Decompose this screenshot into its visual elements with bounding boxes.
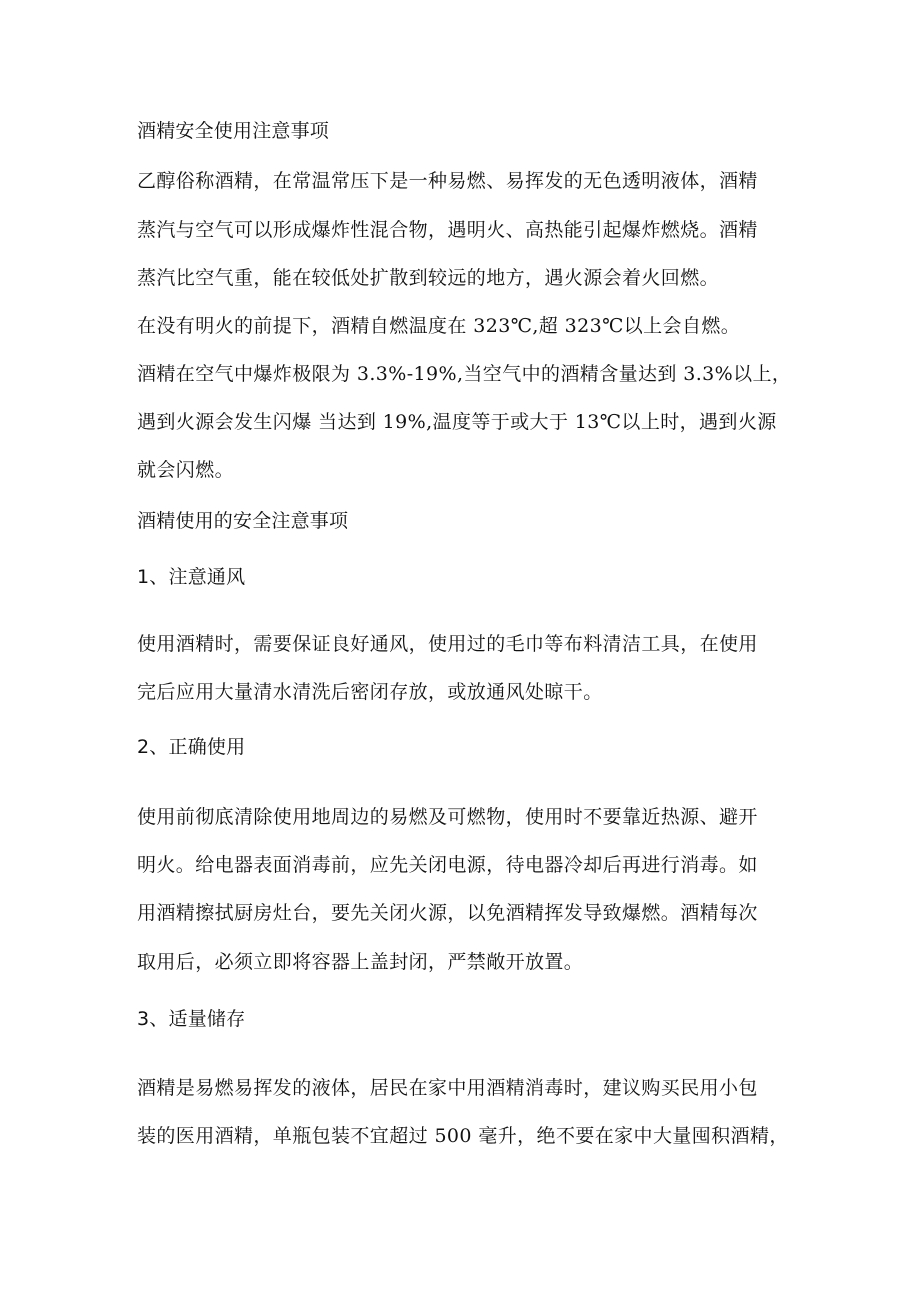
intro-line-2: 蒸汽与空气可以形成爆炸性混合物，遇明火、高热能引起爆炸燃烧。酒精 — [137, 219, 758, 241]
section-3-line-1: 酒精是易燃易挥发的液体，居民在家中用酒精消毒时，建议购买民用小包 — [137, 1077, 758, 1099]
section-1-line-2: 完后应用大量清水清洗后密闭存放，或放通风处晾干。 — [137, 681, 603, 703]
section-3-line-2: 装的医用酒精，单瓶包装不宜超过 500 毫升，绝不要在家中大量囤积酒精， — [137, 1125, 789, 1147]
section-1-heading: 1、注意通风 — [137, 566, 246, 588]
subtitle: 酒精使用的安全注意事项 — [137, 510, 349, 532]
section-1-line-1: 使用酒精时，需要保证良好通风，使用过的毛巾等布料清洁工具，在使用 — [137, 633, 758, 655]
section-2-heading: 2、正确使用 — [137, 736, 246, 758]
autoignition-line-1: 在没有明火的前提下，酒精自燃温度在 323℃,超 323℃以上会自燃。 — [137, 315, 741, 337]
document-title: 酒精安全使用注意事项 — [137, 120, 330, 142]
intro-line-3: 蒸汽比空气重，能在较低处扩散到较远的地方，遇火源会着火回燃。 — [137, 267, 720, 289]
explosion-limit-line-1: 酒精在空气中爆炸极限为 3.3%-19%,当空气中的酒精含量达到 3.3%以上， — [137, 363, 792, 385]
section-2-line-4: 取用后，必须立即将容器上盖封闭，严禁敞开放置。 — [137, 951, 584, 973]
section-2-line-2: 明火。给电器表面消毒前，应先关闭电源，待电器冷却后再进行消毒。如 — [137, 854, 758, 876]
intro-line-1: 乙醇俗称酒精，在常温常压下是一种易燃、易挥发的无色透明液体，酒精 — [137, 170, 758, 192]
section-3-heading: 3、适量储存 — [137, 1008, 246, 1030]
explosion-limit-line-2: 遇到火源会发生闪爆 当达到 19%,温度等于或大于 13℃以上时，遇到火源 — [137, 411, 777, 433]
section-2-line-3: 用酒精擦拭厨房灶台，要先关闭火源，以免酒精挥发导致爆燃。酒精每次 — [137, 902, 758, 924]
section-2-line-1: 使用前彻底清除使用地周边的易燃及可燃物，使用时不要靠近热源、避开 — [137, 806, 758, 828]
explosion-limit-line-3: 就会闪燃。 — [137, 459, 235, 481]
